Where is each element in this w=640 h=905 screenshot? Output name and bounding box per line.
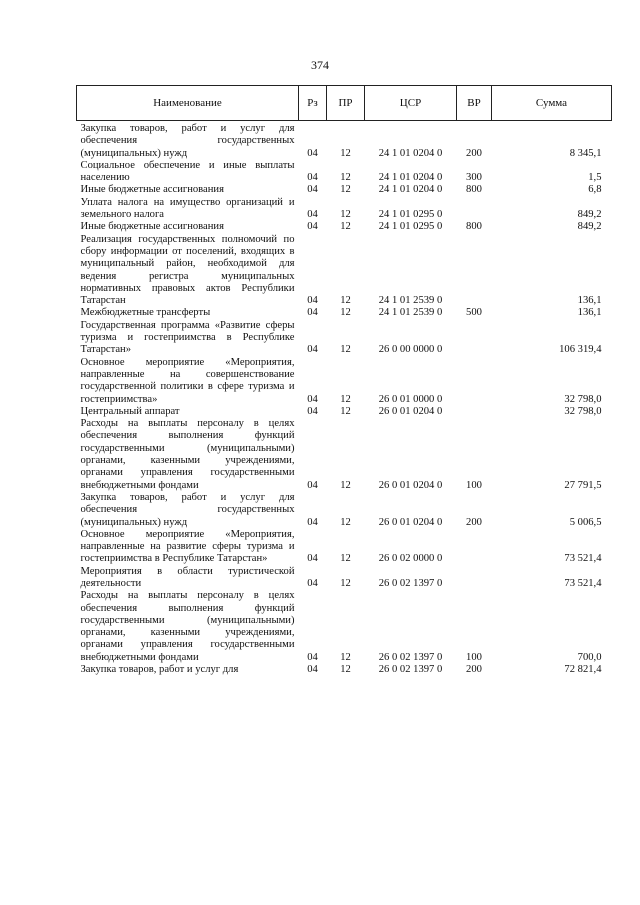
row-name: Уплата налога на имущество организаций и земельного налога (80, 196, 295, 221)
row-sum: 32 798,0 (564, 393, 602, 405)
row-sum: 5 006,5 (569, 516, 602, 528)
row-name: Социальное обеспечение и иные выплаты населению (80, 159, 295, 184)
row-pr: 12 (340, 172, 351, 184)
row-vr: 500 (466, 307, 482, 319)
row-name: Закупка товаров, работ и услуг для обеспечения государственных (муниципальных) нужд (80, 491, 295, 528)
table-row (77, 664, 612, 676)
row-rz: 04 (307, 577, 318, 589)
row-csr: 26 0 00 0000 0 (378, 344, 443, 356)
row-rz: 04 (307, 516, 318, 528)
row-csr: 26 0 01 0000 0 (378, 393, 443, 405)
header-csr: ЦСР (365, 86, 457, 121)
row-pr: 12 (340, 295, 351, 307)
header-sum: Сумма (492, 86, 612, 121)
row-rz: 04 (307, 405, 318, 417)
row-name: Иные бюджетные ассигнования (80, 221, 224, 233)
row-rz: 04 (307, 393, 318, 405)
row-rz: 04 (307, 651, 318, 663)
header-vr: ВР (457, 86, 492, 121)
header-rz: Рз (299, 86, 327, 121)
row-sum: 849,2 (577, 221, 602, 233)
row-rz: 04 (307, 553, 318, 565)
row-csr: 26 0 02 1397 0 (378, 651, 443, 663)
row-pr: 12 (340, 209, 351, 221)
row-csr: 26 0 02 1397 0 (378, 577, 443, 589)
row-name: Закупка товаров, работ и услуг для (80, 664, 239, 676)
row-rz: 04 (307, 209, 318, 221)
row-vr: 800 (466, 221, 482, 233)
row-pr: 12 (340, 221, 351, 233)
row-rz: 04 (307, 307, 318, 319)
row-name: Реализация государственных полномочий по сбору информации от поселений, входящих в муниципальный район, необходимой для ведения регистра муниципальных нормативных правовых актов Республики Татарстан (80, 233, 295, 307)
row-sum: 106 319,4 (559, 344, 602, 356)
row-sum: 849,2 (577, 209, 602, 221)
row-rz: 04 (307, 295, 318, 307)
row-csr: 24 1 01 0204 0 (378, 147, 443, 159)
row-vr: 200 (466, 147, 482, 159)
row-pr: 12 (340, 577, 351, 589)
row-rz: 04 (307, 664, 318, 676)
table-row (77, 566, 612, 591)
table-row (77, 121, 612, 160)
row-pr: 12 (340, 307, 351, 319)
row-csr: 24 1 01 0295 0 (378, 209, 443, 221)
row-sum: 700,0 (577, 651, 602, 663)
table-header-row (77, 86, 612, 121)
row-vr (457, 529, 492, 566)
row-name: Основное мероприятие «Мероприятия, направленные на развитие сферы туризма и гостеприимства в Республике Татарстан» (80, 528, 295, 565)
row-vr: 300 (466, 172, 482, 184)
table-row (77, 590, 612, 664)
row-pr: 12 (340, 147, 351, 159)
row-vr: 200 (466, 664, 482, 676)
table-row (77, 418, 612, 492)
row-sum: 1,5 (588, 172, 602, 184)
row-vr: 100 (466, 651, 482, 663)
row-name: Расходы на выплаты персоналу в целях обеспечения выполнения функций государственными (муниципальными) органами, казенными учреждениями, органами управления государственными внебюджетными фондами (80, 418, 295, 491)
row-vr (457, 406, 492, 418)
row-vr: 200 (466, 516, 482, 528)
row-csr: 24 1 01 0295 0 (378, 221, 443, 233)
row-sum: 8 345,1 (569, 147, 602, 159)
row-rz: 04 (307, 172, 318, 184)
table-row (77, 492, 612, 529)
header-name: Наименование (77, 86, 299, 121)
row-name: Центральный аппарат (80, 405, 180, 417)
row-rz: 04 (307, 184, 318, 196)
row-csr: 26 0 01 0204 0 (378, 479, 443, 491)
table-row (77, 234, 612, 308)
table-row (77, 307, 612, 319)
row-sum: 72 821,4 (564, 664, 602, 676)
row-csr: 26 0 02 0000 0 (378, 553, 443, 565)
row-vr: 100 (466, 479, 482, 491)
row-name: Закупка товаров, работ и услуг для обеспечения государственных (муниципальных) нужд (80, 123, 295, 159)
row-pr: 12 (340, 479, 351, 491)
row-csr: 24 1 01 2539 0 (378, 307, 443, 319)
row-vr (457, 197, 492, 222)
header-pr: ПР (327, 86, 365, 121)
row-sum: 136,1 (577, 295, 602, 307)
row-pr: 12 (340, 553, 351, 565)
row-sum: 136,1 (577, 307, 602, 319)
row-vr (457, 357, 492, 406)
row-name: Расходы на выплаты персоналу в целях обеспечения выполнения функций государственными (муниципальными) органами, казенными учреждениями, органами управления государственными внебюджетными фондами (80, 590, 295, 663)
row-csr: 24 1 01 0204 0 (378, 184, 443, 196)
row-pr: 12 (340, 664, 351, 676)
table-row (77, 357, 612, 406)
table-row (77, 197, 612, 222)
row-pr: 12 (340, 651, 351, 663)
row-name: Государственная программа «Развитие сферы туризма и гостеприимства в Республике Татарстан» (80, 319, 295, 356)
row-sum: 73 521,4 (564, 577, 602, 589)
row-sum: 6,8 (588, 184, 602, 196)
table-row (77, 529, 612, 566)
row-pr: 12 (340, 344, 351, 356)
table-row (77, 184, 612, 196)
row-sum: 27 791,5 (564, 479, 602, 491)
row-name: Иные бюджетные ассигнования (80, 184, 224, 196)
table-row (77, 160, 612, 185)
row-name: Основное мероприятие «Мероприятия, направленные на совершенствование государственной политики в сфере туризма и гостеприимства» (80, 356, 295, 405)
row-csr: 26 0 02 1397 0 (378, 664, 443, 676)
row-vr (457, 234, 492, 308)
row-pr: 12 (340, 393, 351, 405)
row-name: Межбюджетные трансферты (80, 307, 211, 319)
row-rz: 04 (307, 221, 318, 233)
row-csr: 26 0 01 0204 0 (378, 405, 443, 417)
row-rz: 04 (307, 479, 318, 491)
table-row (77, 320, 612, 357)
row-pr: 12 (340, 184, 351, 196)
row-sum: 32 798,0 (564, 405, 602, 417)
row-csr: 24 1 01 2539 0 (378, 295, 443, 307)
row-sum: 73 521,4 (564, 553, 602, 565)
row-vr (457, 566, 492, 591)
page-number: 374 (311, 58, 329, 72)
table-row (77, 221, 612, 233)
row-rz: 04 (307, 344, 318, 356)
budget-table (76, 85, 612, 676)
row-rz: 04 (307, 147, 318, 159)
row-name: Мероприятия в области туристической деятельности (80, 565, 295, 589)
row-csr: 26 0 01 0204 0 (378, 516, 443, 528)
row-pr: 12 (340, 405, 351, 417)
row-csr: 24 1 01 0204 0 (378, 172, 443, 184)
table-row (77, 406, 612, 418)
row-vr: 800 (466, 184, 482, 196)
row-vr (457, 320, 492, 357)
row-pr: 12 (340, 516, 351, 528)
